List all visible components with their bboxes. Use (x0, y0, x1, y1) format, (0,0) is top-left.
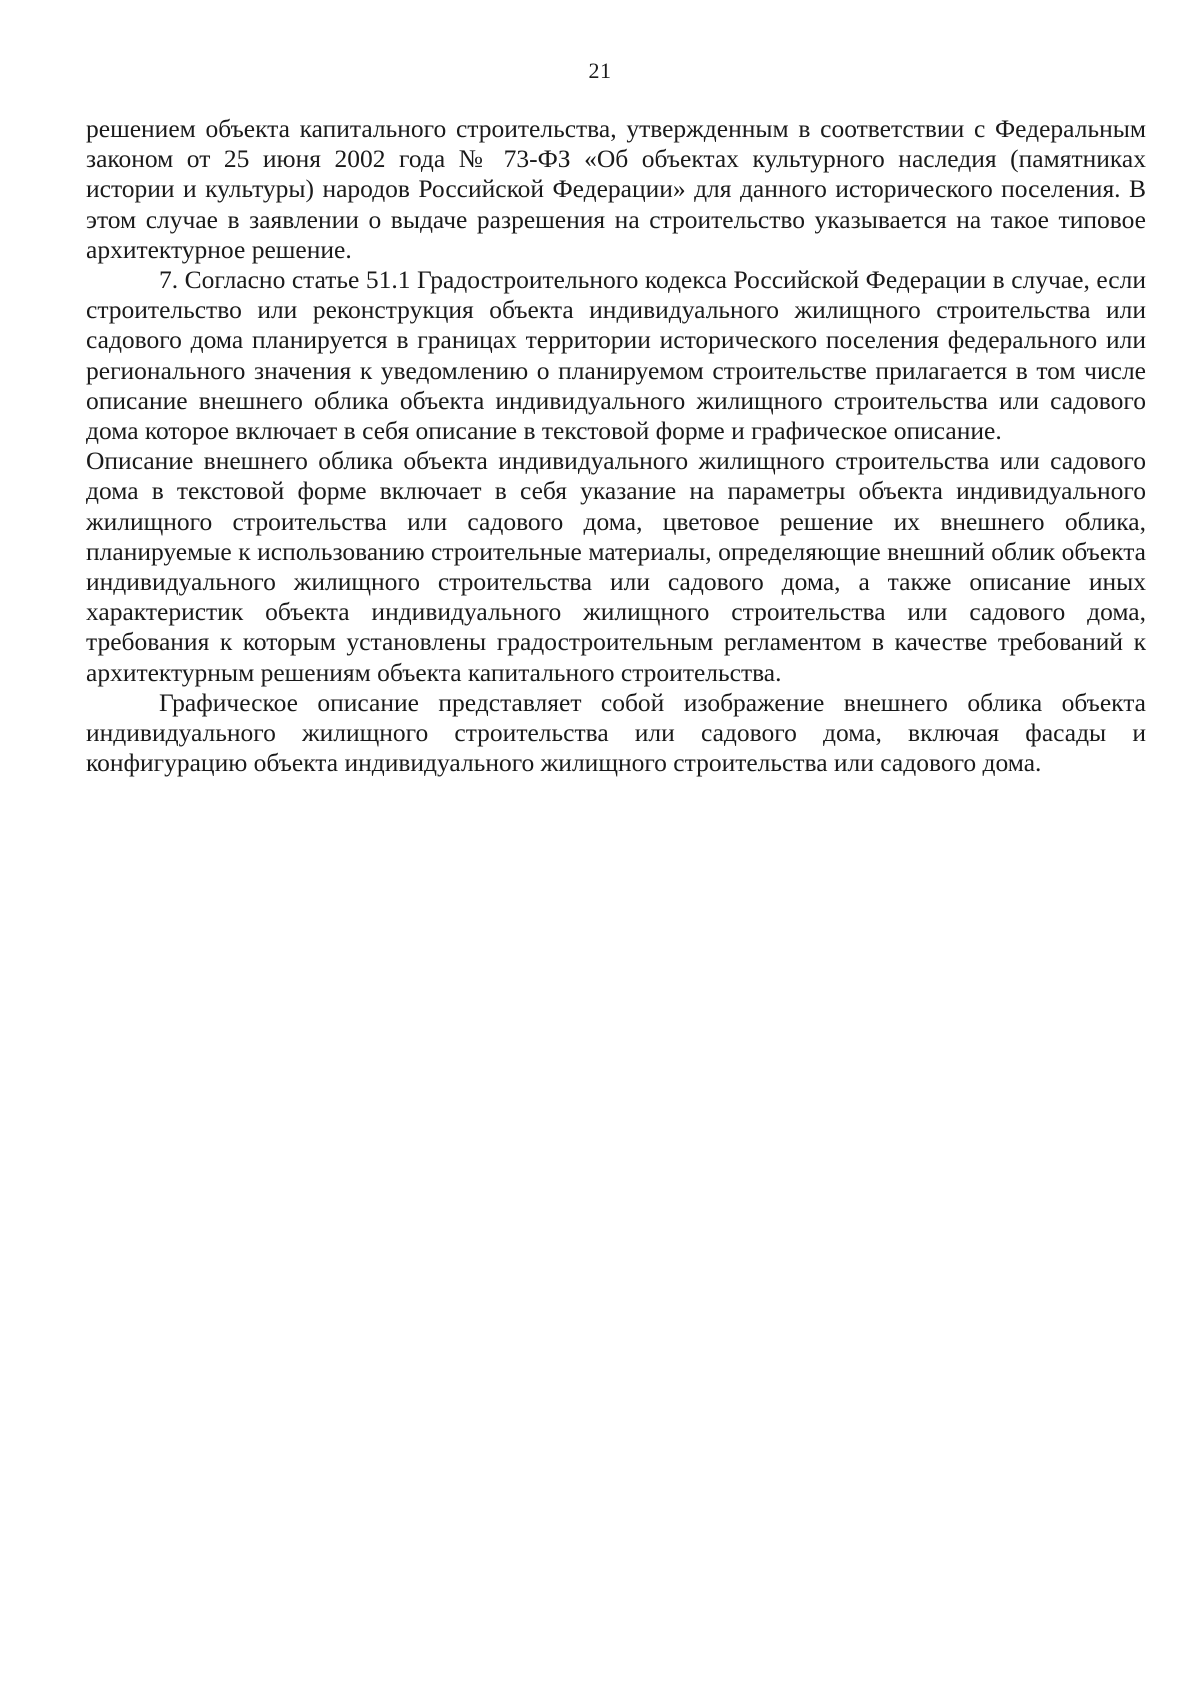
paragraph-graphic-description: Графическое описание представляет собой изображение внешнего облика объекта индивидуального жилищного строительства или садового дома, включая фасады и конфигурацию объекта индивидуального жилищного строительства или садового дома. (86, 687, 1146, 778)
paragraph-item-7: 7. Согласно статье 51.1 Градостроительного кодекса Российской Федерации в случае, если строительство или реконструкция объекта индивидуального жилищного строительства или садового дома планируется в границах территории исторического поселения федерального или регионального значения к уведомлению о планируемом строительстве прилагается в том числе описание внешнего облика объекта индивидуального жилищного строительства или садового дома которое включает в себя описание в текстовой форме и графическое описание. (86, 265, 1146, 446)
page-number: 21 (588, 58, 612, 83)
document-body (86, 114, 1146, 778)
paragraph-continuation: решением объекта капитального строительства, утвержденным в соответствии с Федеральным законом от 25 июня 2002 года № 73-ФЗ «Об объектах культурного наследия (памятниках истории и культуры) народов Российской Федерации» для данного исторического поселения. В этом случае в заявлении о выдаче разрешения на строительство указывается на такое типовое архитектурное решение. (86, 114, 1146, 264)
paragraph-text-description: Описание внешнего облика объекта индивидуального жилищного строительства или садового дома в текстовой форме включает в себя указание на параметры объекта индивидуального жилищного строительства или садового дома, цветовое решение их внешнего облика, планируемые к использованию строительные материалы, определяющие внешний облик объекта индивидуального жилищного строительства или садового дома, а также описание иных характеристик объекта индивидуального жилищного строительства или садового дома, требования к которым установлены градостроительным регламентом в качестве требований к архитектурным решениям объекта капитального строительства. (86, 446, 1146, 687)
